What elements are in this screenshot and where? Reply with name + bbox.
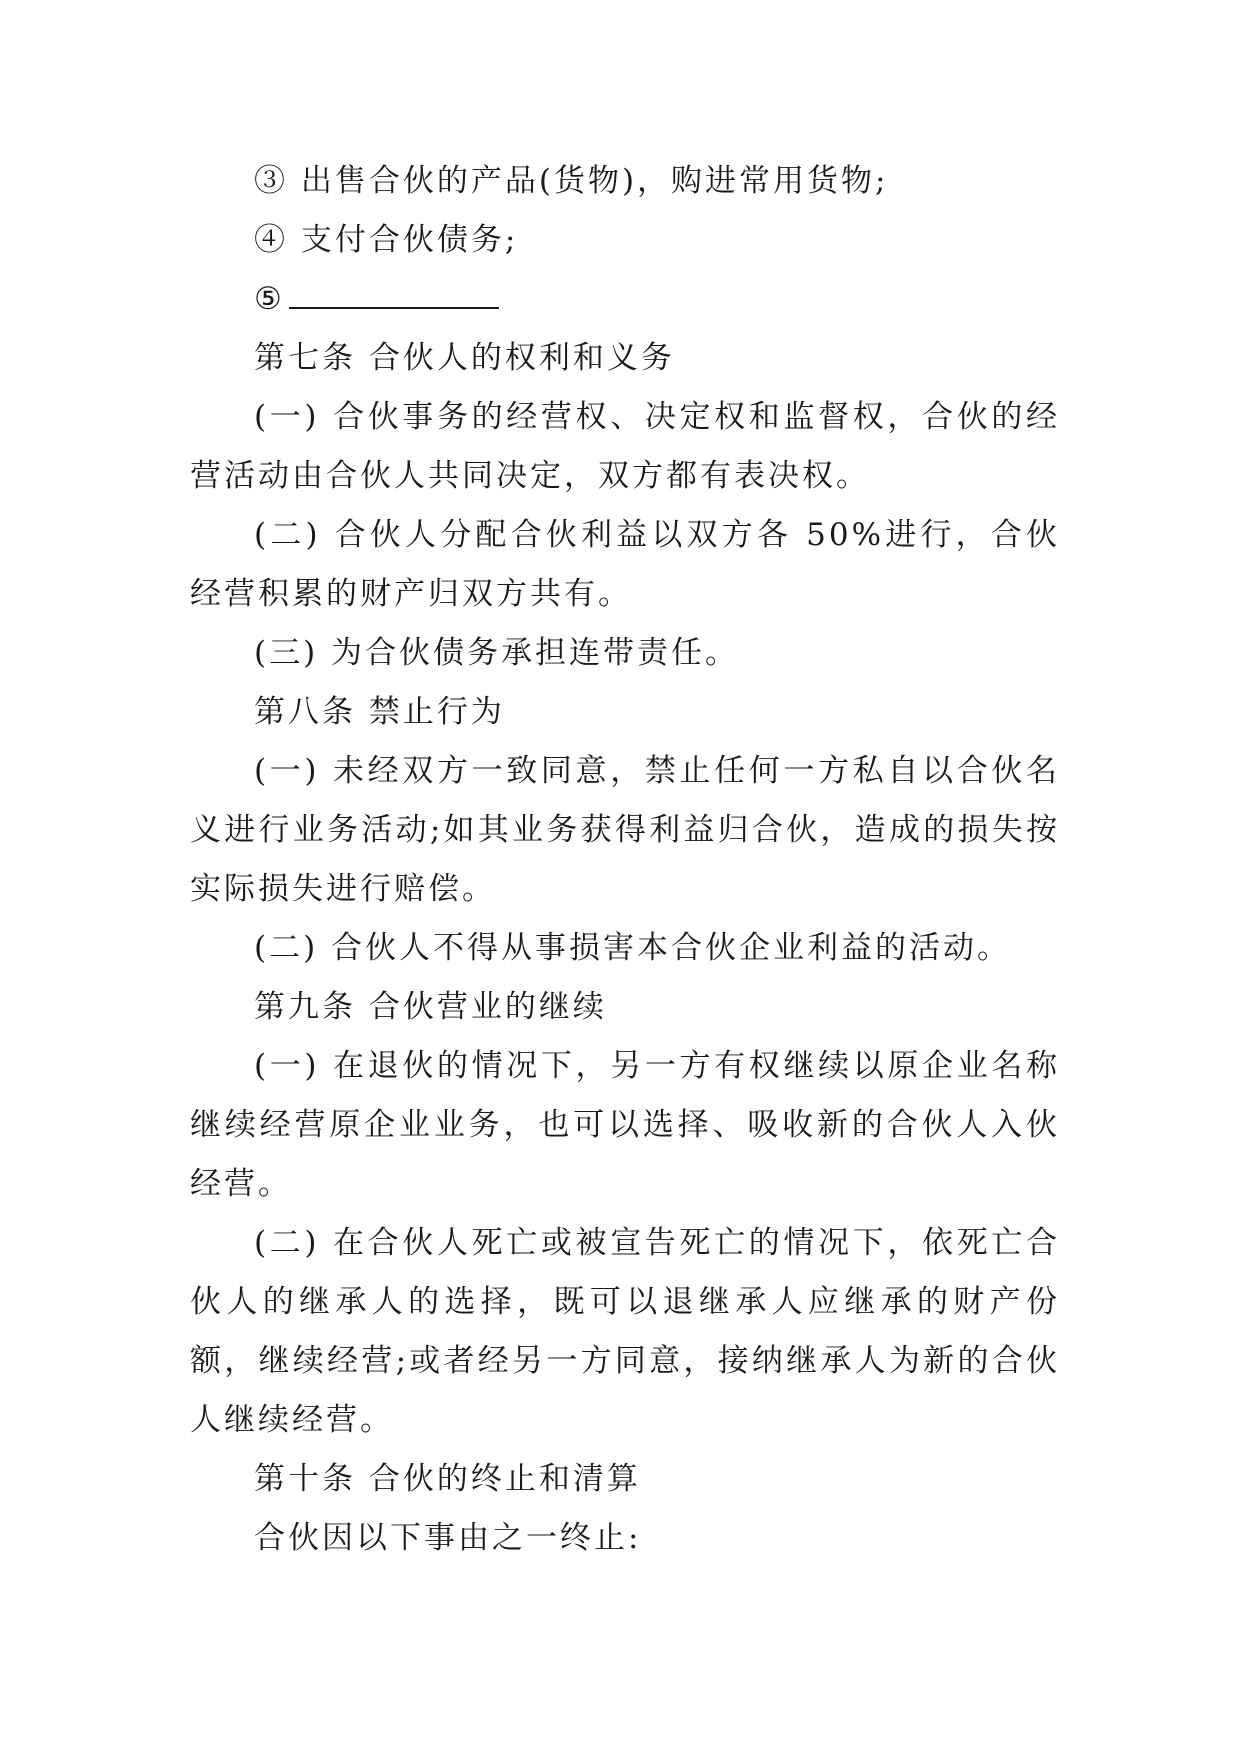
article-8-clause-2: (二) 合伙人不得从事损害本合伙企业利益的活动。 <box>254 930 1012 966</box>
list-item-4: ④ 支付合伙债务; <box>254 222 519 258</box>
list-item-5 <box>190 270 1060 329</box>
article-10-intro: 合伙因以下事由之一终止: <box>254 1520 642 1556</box>
article-9-clause-1: (一) 在退伙的情况下，另一方有权继续以原企业名称继续经营原企业业务，也可以选择、吸收新的合伙人入伙经营。 <box>190 1048 1060 1202</box>
article-7-clause-1: (一) 合伙事务的经营权、决定权和监督权，合伙的经营活动由合伙人共同决定，双方都有表决权。 <box>190 399 1060 494</box>
article-7-clause-3: (三) 为合伙债务承担连带责任。 <box>254 635 740 671</box>
article-7-clause-2: (二) 合伙人分配合伙利益以双方各 50%进行，合伙经营积累的财产归双方共有。 <box>190 517 1060 612</box>
fill-in-blank <box>289 279 499 309</box>
list-item-5-label: ⑤ <box>254 281 285 317</box>
article-7-heading: 第七条 合伙人的权利和义务 <box>254 340 675 376</box>
article-10-heading: 第十条 合伙的终止和清算 <box>254 1461 641 1497</box>
article-9-clause-2: (二) 在合伙人死亡或被宣告死亡的情况下，依死亡合伙人的继承人的选择，既可以退继承人应继承的财产份额，继续经营;或者经另一方同意，接纳继承人为新的合伙人继续经营。 <box>190 1225 1060 1438</box>
article-9-heading: 第九条 合伙营业的继续 <box>254 989 607 1025</box>
article-8-heading: 第八条 禁止行为 <box>254 694 505 730</box>
document-body <box>190 152 1060 1568</box>
list-item-3: ③ 出售合伙的产品(货物)，购进常用货物; <box>254 163 889 199</box>
article-8-clause-1: (一) 未经双方一致同意，禁止任何一方私自以合伙名义进行业务活动;如其业务获得利益归合伙，造成的损失按实际损失进行赔偿。 <box>190 753 1060 907</box>
